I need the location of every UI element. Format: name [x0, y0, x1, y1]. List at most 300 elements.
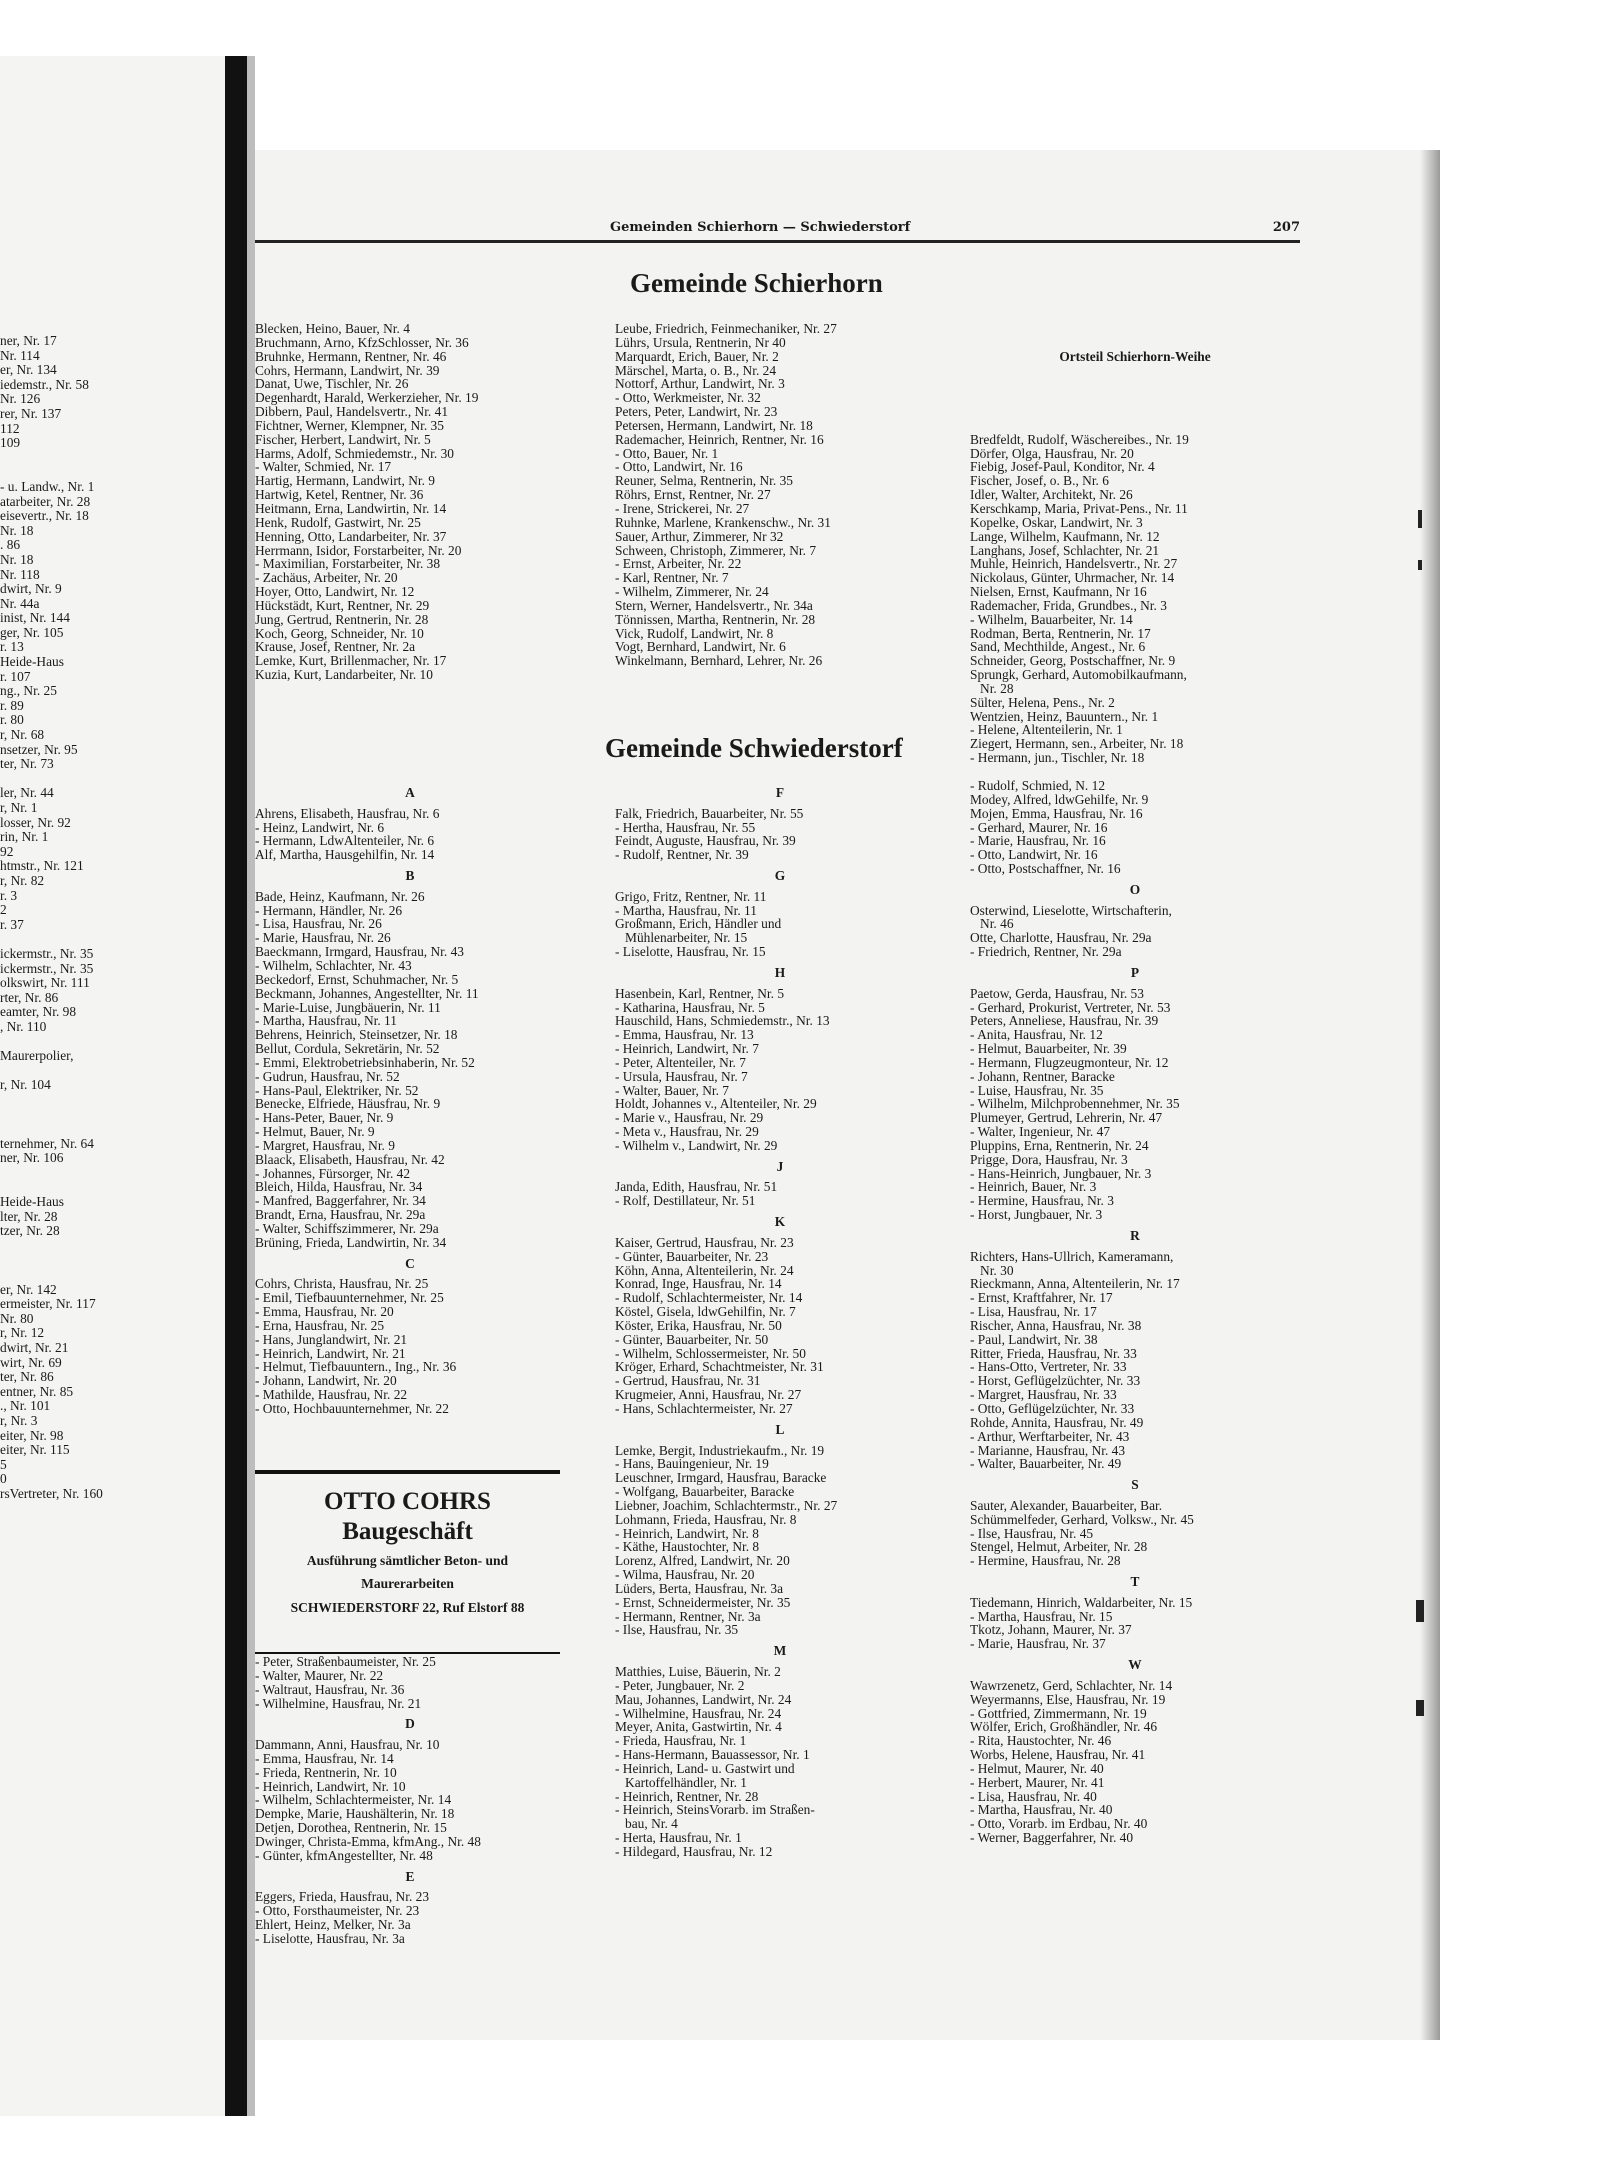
directory-entry: - Ilse, Hausfrau, Nr. 35 [615, 1622, 739, 1638]
directory-entry: - Martha, Hausfrau, Nr. 15 [970, 1608, 1113, 1624]
blank-line [0, 1035, 224, 1050]
directory-entry: - Ernst, Arbeiter, Nr. 22 [615, 556, 742, 572]
directory-entry: - Arthur, Werftarbeiter, Nr. 43 [970, 1428, 1130, 1444]
directory-entry: Bellut, Cordula, Sekretärin, Nr. 52 [255, 1041, 440, 1057]
directory-entry: r. 89 [0, 698, 24, 713]
directory-entry: Ruhnke, Marlene, Krankenschw., Nr. 31 [615, 514, 831, 530]
directory-entry: Tiedemann, Hinrich, Waldarbeiter, Nr. 15 [970, 1594, 1193, 1610]
directory-entry: Kopelke, Oskar, Landwirt, Nr. 3 [970, 514, 1143, 530]
directory-entry: - Lisa, Hausfrau, Nr. 40 [970, 1788, 1097, 1804]
directory-entry: - Wilhelm, Milchprobennehmer, Nr. 35 [970, 1096, 1180, 1112]
directory-entry: - Hermann, Flugzeugmonteur, Nr. 12 [970, 1054, 1169, 1070]
directory-entry: Lemke, Bergit, Industriekaufm., Nr. 19 [615, 1442, 825, 1458]
directory-entry: Peters, Peter, Landwirt, Nr. 23 [615, 404, 778, 420]
directory-entry: - Otto, Werkmeister, Nr. 32 [615, 390, 761, 406]
directory-entry: Hoyer, Otto, Landwirt, Nr. 12 [255, 584, 415, 600]
directory-entry: - Walter, Schiffszimmerer, Nr. 29a [255, 1221, 439, 1236]
directory-entry: - Otto, Vorarb. im Erdbau, Nr. 40 [970, 1816, 1148, 1832]
blank-line [0, 1180, 224, 1195]
directory-entry: Nielsen, Ernst, Kaufmann, Nr 16 [970, 584, 1147, 600]
directory-entry: Ahrens, Elisabeth, Hausfrau, Nr. 6 [255, 805, 440, 821]
directory-entry: Fichtner, Werner, Klempner, Nr. 35 [255, 417, 444, 433]
letter-heading: P [1130, 964, 1140, 980]
letter-heading: W [1128, 1657, 1142, 1673]
directory-entry: - Ursula, Hausfrau, Nr. 7 [615, 1068, 748, 1084]
directory-entry: r. 13 [0, 640, 24, 655]
directory-entry: Köstel, Gisela, ldwGehilfin, Nr. 7 [615, 1304, 796, 1320]
directory-entry: - Hans-Hermann, Bauassessor, Nr. 1 [615, 1747, 810, 1763]
directory-entry: Baeckmann, Irmgard, Hausfrau, Nr. 43 [255, 944, 464, 960]
directory-entry: - Emma, Hausfrau, Nr. 20 [255, 1304, 394, 1320]
directory-entry: Rodman, Berta, Rentnerin, Nr. 17 [970, 625, 1151, 641]
directory-entry: Bredfeldt, Rudolf, Wäschereibes., Nr. 19 [970, 431, 1189, 447]
directory-entry: Danat, Uwe, Tischler, Nr. 26 [255, 376, 409, 392]
directory-entry: Köster, Erika, Hausfrau, Nr. 50 [615, 1317, 782, 1333]
directory-entry: - Rudolf, Rentner, Nr. 39 [615, 847, 749, 863]
directory-entry: Cohrs, Christa, Hausfrau, Nr. 25 [255, 1276, 429, 1292]
directory-entry: - Lisa, Hausfrau, Nr. 17 [970, 1304, 1097, 1320]
directory-entry: Nr. 126 [0, 392, 41, 407]
directory-entry: - Heinrich, Landwirt, Nr. 21 [255, 1345, 406, 1361]
directory-entry: - Wilhelm, Schlachtermeister, Nr. 14 [255, 1792, 452, 1808]
directory-entry: Beckmann, Johannes, Angestellter, Nr. 11 [255, 985, 479, 1001]
directory-entry: - Heinrich, Landwirt, Nr. 7 [615, 1041, 759, 1057]
directory-entry: - Wilhelm, Bauarbeiter, Nr. 14 [970, 611, 1133, 627]
directory-entry: - u. Landw., Nr. 1 [0, 479, 95, 494]
schwiederstorf-column-1 [255, 779, 565, 1416]
directory-entry: - Peter, Altenteiler, Nr. 7 [615, 1054, 746, 1070]
section-title-schierhorn: Gemeinde Schierhorn [630, 268, 883, 298]
directory-entry: Hartig, Hermann, Landwirt, Nr. 9 [255, 473, 435, 489]
directory-entry: Degenhardt, Harald, Werkerzieher, Nr. 19 [255, 390, 479, 406]
directory-entry: Nottorf, Arthur, Landwirt, Nr. 3 [615, 376, 785, 392]
directory-entry: - Gottfried, Zimmermann, Nr. 19 [970, 1705, 1147, 1721]
directory-entry: Schümmelfeder, Gerhard, Volksw., Nr. 45 [970, 1511, 1194, 1527]
directory-entry: Wawrzenetz, Gerd, Schlachter, Nr. 14 [970, 1677, 1173, 1693]
directory-entry: Winkelmann, Bernhard, Lehrer, Nr. 26 [615, 653, 823, 669]
directory-entry: - Otto, Landwirt, Nr. 16 [970, 847, 1098, 863]
directory-entry: Lemke, Kurt, Brillenmacher, Nr. 17 [255, 653, 447, 669]
directory-entry: - Martha, Hausfrau, Nr. 11 [615, 902, 757, 918]
directory-entry: Dibbern, Paul, Handelsvertr., Nr. 41 [255, 404, 449, 420]
directory-entry: Schween, Christoph, Zimmerer, Nr. 7 [615, 542, 817, 558]
directory-entry: htmstr., Nr. 121 [0, 859, 84, 874]
directory-entry: Paetow, Gerda, Hausfrau, Nr. 53 [970, 985, 1144, 1001]
letter-heading: D [405, 1716, 415, 1732]
directory-entry: - Peter, Straßenbaumeister, Nr. 25 [255, 1654, 436, 1669]
directory-entry: ter, Nr. 73 [0, 757, 54, 772]
directory-entry: - Hans, Bauingenieur, Nr. 19 [615, 1456, 769, 1472]
directory-entry: - Marie, Hausfrau, Nr. 37 [970, 1636, 1106, 1652]
blank-line [0, 1093, 224, 1108]
directory-entry: er, Nr. 142 [0, 1282, 57, 1297]
directory-entry: Heide-Haus [0, 1195, 64, 1210]
directory-entry: eisevertr., Nr. 18 [0, 509, 89, 524]
directory-entry: Peters, Anneliese, Hausfrau, Nr. 39 [970, 1013, 1159, 1029]
directory-entry: - Erna, Hausfrau, Nr. 25 [255, 1317, 385, 1333]
directory-entry: Hückstädt, Kurt, Rentner, Nr. 29 [255, 597, 430, 613]
directory-entry: - Heinrich, Landwirt, Nr. 8 [615, 1525, 759, 1541]
directory-entry: Nr. 18 [0, 552, 34, 567]
directory-entry: - Hertha, Hausfrau, Nr. 55 [615, 819, 756, 835]
directory-entry: r, Nr. 3 [0, 1413, 38, 1428]
directory-entry: Kuzia, Kurt, Landarbeiter, Nr. 10 [255, 667, 433, 683]
directory-entry: - Gerhard, Prokurist, Vertreter, Nr. 53 [970, 999, 1171, 1015]
directory-entry: - Helmut, Bauarbeiter, Nr. 39 [970, 1041, 1127, 1057]
directory-entry: rsVertreter, Nr. 160 [0, 1486, 103, 1501]
directory-entry: Hartwig, Ketel, Rentner, Nr. 36 [255, 487, 424, 503]
directory-entry: - Günter, Bauarbeiter, Nr. 23 [615, 1248, 769, 1264]
directory-entry: Alf, Martha, Hausgehilfin, Nr. 14 [255, 847, 435, 863]
directory-entry: - Hermine, Hausfrau, Nr. 3 [970, 1193, 1114, 1209]
blank-line [0, 1122, 224, 1137]
directory-entry: - Otto, Landwirt, Nr. 16 [615, 459, 743, 475]
letter-heading: R [1130, 1228, 1140, 1243]
directory-entry: - Heinrich, SteinsVorarb. im Straßen- [615, 1802, 815, 1818]
directory-entry: Leuschner, Irmgard, Hausfrau, Baracke [615, 1470, 827, 1486]
letter-heading: B [405, 868, 415, 884]
margin-mark [1416, 1700, 1424, 1716]
directory-entry: Konrad, Inge, Hausfrau, Nr. 14 [615, 1276, 782, 1292]
blank-line [0, 451, 224, 466]
directory-entry: Holdt, Johannes v., Altenteiler, Nr. 29 [615, 1096, 817, 1112]
directory-entry: - Otto, Bauer, Nr. 1 [615, 445, 719, 461]
blank-line [0, 1268, 224, 1283]
directory-entry: - Hermann, jun., Tischler, Nr. 18 [970, 750, 1145, 766]
directory-entry: Eggers, Frieda, Hausfrau, Nr. 23 [255, 1889, 430, 1905]
directory-entry: Blaack, Elisabeth, Hausfrau, Nr. 42 [255, 1151, 445, 1167]
directory-entry: Fischer, Herbert, Landwirt, Nr. 5 [255, 431, 431, 447]
directory-entry: 112 [0, 421, 20, 436]
directory-entry: - Günter, Bauarbeiter, Nr. 50 [615, 1331, 769, 1347]
directory-entry: - Irene, Strickerei, Nr. 27 [615, 500, 750, 516]
directory-entry: - Margret, Hausfrau, Nr. 33 [970, 1387, 1117, 1403]
letter-heading: O [1129, 881, 1141, 897]
directory-entry: ternehmer, Nr. 64 [0, 1136, 94, 1151]
directory-entry: - Hans, Junglandwirt, Nr. 21 [255, 1331, 408, 1347]
directory-entry: Hasenbein, Karl, Rentner, Nr. 5 [615, 985, 785, 1001]
directory-entry: - Hans-Otto, Vertreter, Nr. 33 [970, 1359, 1127, 1375]
blank-line [0, 1064, 224, 1079]
directory-entry: - Manfred, Baggerfahrer, Nr. 34 [255, 1193, 426, 1209]
directory-entry: - Horst, Jungbauer, Nr. 3 [970, 1207, 1103, 1223]
directory-entry: Idler, Walter, Architekt, Nr. 26 [970, 487, 1133, 503]
directory-entry: Worbs, Helene, Hausfrau, Nr. 41 [970, 1747, 1146, 1763]
directory-entry: Kerschkamp, Maria, Privat-Pens., Nr. 11 [970, 500, 1188, 516]
directory-entry: lter, Nr. 28 [0, 1209, 58, 1224]
directory-entry: Stern, Werner, Handelsvertr., Nr. 34a [615, 597, 813, 613]
directory-entry: - Werner, Baggerfahrer, Nr. 40 [970, 1830, 1134, 1846]
directory-entry: Otte, Charlotte, Hausfrau, Nr. 29a [970, 930, 1152, 946]
directory-entry: Grigo, Fritz, Rentner, Nr. 11 [615, 888, 767, 904]
directory-entry: Krugmeier, Anni, Hausfrau, Nr. 27 [615, 1387, 802, 1403]
directory-entry: - Mathilde, Hausfrau, Nr. 22 [255, 1387, 408, 1403]
blank-line [0, 1253, 224, 1268]
directory-entry: - Marianne, Hausfrau, Nr. 43 [970, 1442, 1126, 1458]
directory-entry: Modey, Alfred, ldwGehilfe, Nr. 9 [970, 791, 1149, 807]
directory-entry: - Friedrich, Rentner, Nr. 29a [970, 944, 1122, 960]
margin-mark [1416, 1600, 1424, 1622]
directory-entry: - Gudrun, Hausfrau, Nr. 52 [255, 1068, 400, 1084]
directory-entry: Mojen, Emma, Hausfrau, Nr. 16 [970, 805, 1143, 821]
directory-entry: Bade, Heinz, Kaufmann, Nr. 26 [255, 888, 425, 904]
directory-entry: Krause, Josef, Rentner, Nr. 2a [255, 639, 416, 655]
directory-entry: - Helmut, Bauer, Nr. 9 [255, 1124, 375, 1140]
directory-entry: Lührs, Ursula, Rentnerin, Nr 40 [615, 334, 786, 350]
directory-entry: Mau, Johannes, Landwirt, Nr. 24 [615, 1691, 792, 1707]
directory-entry: - Heinz, Landwirt, Nr. 6 [255, 819, 385, 835]
directory-entry: - Karl, Rentner, Nr. 7 [615, 570, 729, 586]
letter-heading: E [405, 1868, 415, 1884]
schierhorn-column-1 [255, 322, 478, 682]
ortsteil-title: Ortsteil Schierhorn-Weihe [1059, 348, 1211, 364]
directory-entry: Ziegert, Hermann, sen., Arbeiter, Nr. 18 [970, 736, 1184, 752]
directory-entry: - Hermann, Händler, Nr. 26 [255, 902, 403, 918]
directory-entry: Sprungk, Gerhard, Automobilkaufmann, [970, 667, 1187, 683]
directory-entry: r. 107 [0, 669, 31, 684]
directory-entry: Rischer, Anna, Hausfrau, Nr. 38 [970, 1317, 1142, 1333]
directory-entry: Dörfer, Olga, Hausfrau, Nr. 20 [970, 445, 1134, 461]
directory-entry: - Wilhelm, Schlossermeister, Nr. 50 [615, 1345, 806, 1361]
directory-entry: Sand, Mechthilde, Angest., Nr. 6 [970, 639, 1146, 655]
directory-entry: - Ernst, Schneidermeister, Nr. 35 [615, 1594, 791, 1610]
directory-entry: - Liselotte, Hausfrau, Nr. 3a [255, 1930, 405, 1946]
book-gutter [225, 56, 247, 2116]
directory-entry: Janda, Edith, Hausfrau, Nr. 51 [615, 1179, 778, 1195]
directory-entry: - Walter, Schmied, Nr. 17 [255, 459, 392, 475]
directory-entry: 109 [0, 436, 21, 451]
directory-entry: Ehlert, Heinz, Melker, Nr. 3a [255, 1917, 411, 1933]
directory-entry: Heitmann, Erna, Landwirtin, Nr. 14 [255, 500, 447, 516]
directory-entry: - Walter, Bauarbeiter, Nr. 49 [970, 1456, 1122, 1472]
directory-entry: - Wilhelm, Schlachter, Nr. 43 [255, 957, 412, 973]
directory-entry: - Otto, Postschaffner, Nr. 16 [970, 861, 1121, 877]
directory-entry: r, Nr. 104 [0, 1078, 51, 1093]
directory-entry: Nr. 30 [970, 1262, 1014, 1278]
directory-entry: Henning, Otto, Landarbeiter, Nr. 37 [255, 528, 447, 544]
directory-entry: Nickolaus, Günter, Uhrmacher, Nr. 14 [970, 570, 1175, 586]
directory-entry: - Hans-Heinrich, Jungbauer, Nr. 3 [970, 1165, 1152, 1181]
directory-entry: - Margret, Hausfrau, Nr. 9 [255, 1137, 395, 1153]
directory-entry: wirt, Nr. 69 [0, 1355, 62, 1370]
schwiederstorf-column-1-continued [255, 1655, 565, 1946]
directory-entry: - Marie, Hausfrau, Nr. 26 [255, 930, 391, 946]
directory-entry: Plumeyer, Gertrud, Lehrerin, Nr. 47 [970, 1110, 1163, 1126]
directory-entry: 2 [0, 903, 7, 918]
directory-entry: dwirt, Nr. 21 [0, 1340, 69, 1355]
directory-entry: Nr. 28 [970, 680, 1014, 696]
blank-line [0, 1239, 224, 1254]
directory-entry: - Hermann, LdwAltenteiler, Nr. 6 [255, 833, 435, 849]
directory-entry: Tkotz, Johann, Maurer, Nr. 37 [970, 1622, 1132, 1638]
directory-entry: - Otto, Geflügelzüchter, Nr. 33 [970, 1400, 1135, 1416]
blank-line [0, 932, 224, 947]
directory-entry: Fischer, Josef, o. B., Nr. 6 [970, 473, 1109, 489]
blank-line [0, 1166, 224, 1181]
directory-entry: - Peter, Jungbauer, Nr. 2 [615, 1677, 745, 1693]
margin-mark [1418, 510, 1422, 528]
directory-entry: Bruhnke, Hermann, Rentner, Nr. 46 [255, 348, 447, 364]
directory-entry: - Wolfgang, Bauarbeiter, Baracke [615, 1484, 795, 1500]
directory-entry: Wentzien, Heinz, Bauuntern., Nr. 1 [970, 708, 1159, 724]
directory-entry: Langhans, Josef, Schlachter, Nr. 21 [970, 542, 1160, 558]
directory-entry: Brandt, Erna, Hausfrau, Nr. 29a [255, 1207, 426, 1223]
directory-entry: Rieckmann, Anna, Altenteilerin, Nr. 17 [970, 1276, 1180, 1292]
directory-entry: - Ilse, Hausfrau, Nr. 45 [970, 1525, 1094, 1541]
letter-heading: G [774, 868, 786, 884]
directory-entry: entner, Nr. 85 [0, 1384, 74, 1399]
directory-entry: Richters, Hans-Ullrich, Kameramann, [970, 1248, 1174, 1264]
ad-company-type: Baugeschäft [342, 1518, 473, 1545]
directory-entry: Cohrs, Hermann, Landwirt, Nr. 39 [255, 362, 440, 378]
directory-entry: - Wilhelm, Zimmerer, Nr. 24 [615, 584, 769, 600]
directory-entry: - Walter, Maurer, Nr. 22 [255, 1667, 384, 1683]
directory-entry: - Hermann, Rentner, Nr. 3a [615, 1608, 761, 1624]
directory-entry: Schneider, Georg, Postschaffner, Nr. 9 [970, 653, 1176, 669]
directory-entry: - Marie-Luise, Jungbäuerin, Nr. 11 [255, 999, 441, 1015]
directory-entry: - Frieda, Hausfrau, Nr. 1 [615, 1733, 747, 1749]
directory-entry: ger, Nr. 105 [0, 625, 64, 640]
ad-service-line-2: Maurerarbeiten [361, 1576, 454, 1591]
directory-entry: Koch, Georg, Schneider, Nr. 10 [255, 625, 424, 641]
directory-entry: Kröger, Erhard, Schachtmeister, Nr. 31 [615, 1359, 824, 1375]
schwiederstorf-column-2 [615, 779, 945, 1859]
directory-entry: iedemstr., Nr. 58 [0, 377, 89, 392]
directory-entry: - Heinrich, Rentner, Nr. 28 [615, 1788, 759, 1804]
directory-entry: ler, Nr. 44 [0, 786, 54, 801]
directory-entry: - Zachäus, Arbeiter, Nr. 20 [255, 570, 398, 586]
schwiederstorf-column-3 [970, 779, 1300, 1845]
directory-entry: - Gerhard, Maurer, Nr. 16 [970, 819, 1108, 835]
ad-contact: SCHWIEDERSTORF 22, Ruf Elstorf 88 [290, 1600, 525, 1615]
directory-entry: - Marie, Hausfrau, Nr. 16 [970, 833, 1106, 849]
directory-entry: - Hans-Paul, Elektriker, Nr. 52 [255, 1082, 419, 1098]
directory-entry: Meyer, Anita, Gastwirtin, Nr. 4 [615, 1719, 782, 1735]
directory-entry: - Paul, Landwirt, Nr. 38 [970, 1331, 1098, 1347]
directory-entry: Reuner, Selma, Rentnerin, Nr. 35 [615, 473, 793, 489]
directory-entry: Kartoffelhändler, Nr. 1 [615, 1774, 747, 1790]
directory-entry: Ritter, Frieda, Hausfrau, Nr. 33 [970, 1345, 1137, 1361]
letter-heading: J [776, 1158, 784, 1174]
ad-company-name: OTTO COHRS [324, 1488, 491, 1515]
directory-entry: - Horst, Geflügelzüchter, Nr. 33 [970, 1373, 1141, 1389]
directory-entry: - Martha, Hausfrau, Nr. 11 [255, 1013, 397, 1029]
directory-entry: - Wilhelm v., Landwirt, Nr. 29 [615, 1137, 778, 1153]
directory-entry: eiter, Nr. 115 [0, 1443, 70, 1458]
directory-entry: - Anita, Hausfrau, Nr. 12 [970, 1027, 1103, 1043]
directory-entry: Nr. 118 [0, 567, 40, 582]
directory-entry: Mühlenarbeiter, Nr. 15 [615, 930, 748, 946]
letter-heading: M [773, 1643, 787, 1659]
directory-entry: r. 37 [0, 917, 24, 932]
letter-heading: T [1130, 1574, 1140, 1590]
directory-entry: eiter, Nr. 98 [0, 1428, 64, 1443]
directory-entry: Pluppins, Erna, Rentnerin, Nr. 24 [970, 1137, 1149, 1153]
directory-entry: 0 [0, 1472, 7, 1487]
directory-entry: Falk, Friedrich, Bauarbeiter, Nr. 55 [615, 805, 804, 821]
directory-entry: - Maximilian, Forstarbeiter, Nr. 38 [255, 556, 441, 572]
directory-entry: r. 80 [0, 713, 24, 728]
letter-heading: F [775, 785, 785, 800]
directory-entry: eamter, Nr. 98 [0, 1005, 77, 1020]
directory-entry: - Käthe, Haustochter, Nr. 8 [615, 1539, 760, 1555]
left-page-text [0, 334, 224, 1502]
directory-entry: - Liselotte, Hausfrau, Nr. 15 [615, 944, 766, 960]
directory-entry: ., Nr. 101 [0, 1399, 51, 1414]
directory-entry: r, Nr. 1 [0, 801, 38, 815]
directory-entry: , Nr. 110 [0, 1019, 47, 1034]
directory-entry: Märschel, Marta, o. B., Nr. 24 [615, 362, 777, 378]
directory-entry: - Hans, Schlachtermeister, Nr. 27 [615, 1400, 793, 1416]
directory-entry: 92 [0, 844, 14, 859]
directory-entry: Lüders, Berta, Hausfrau, Nr. 3a [615, 1580, 784, 1596]
letter-heading: K [774, 1214, 786, 1230]
directory-entry: Marquardt, Erich, Bauer, Nr. 2 [615, 348, 779, 364]
directory-entry: ner, Nr. 17 [0, 334, 57, 348]
directory-entry: - Ernst, Kraftfahrer, Nr. 17 [970, 1290, 1113, 1306]
directory-entry: Sülter, Helena, Pens., Nr. 2 [970, 694, 1115, 710]
directory-entry: Weyermanns, Else, Hausfrau, Nr. 19 [970, 1691, 1166, 1707]
directory-entry: ickermstr., Nr. 35 [0, 961, 94, 976]
directory-entry: Feindt, Auguste, Hausfrau, Nr. 39 [615, 833, 796, 849]
running-header-title: Gemeinden Schierhorn — Schwiederstorf [610, 220, 911, 235]
directory-entry: - Johann, Landwirt, Nr. 20 [255, 1373, 397, 1389]
directory-entry: Heide-Haus [0, 655, 64, 670]
directory-entry: - Wilma, Hausfrau, Nr. 20 [615, 1567, 755, 1583]
directory-entry: - Walter, Bauer, Nr. 7 [615, 1082, 729, 1098]
directory-entry: Brüning, Frieda, Landwirtin, Nr. 34 [255, 1234, 447, 1250]
directory-entry: Behrens, Heinrich, Steinsetzer, Nr. 18 [255, 1027, 458, 1043]
directory-entry: ermeister, Nr. 117 [0, 1297, 96, 1312]
header-rule [255, 240, 1300, 243]
directory-entry: rer, Nr. 137 [0, 406, 62, 421]
directory-entry: - Frieda, Rentnerin, Nr. 10 [255, 1764, 397, 1780]
directory-entry: - Gertrud, Hausfrau, Nr. 31 [615, 1373, 761, 1389]
directory-entry: - Otto, Forsthaumeister, Nr. 23 [255, 1903, 420, 1919]
directory-entry: - Johannes, Fürsorger, Nr. 42 [255, 1165, 411, 1181]
directory-entry: - Luise, Hausfrau, Nr. 35 [970, 1082, 1104, 1098]
running-header [255, 220, 1300, 238]
page-number: 207 [1272, 220, 1300, 235]
letter-heading: C [405, 1255, 415, 1271]
schierhorn-column-2 [615, 322, 837, 668]
directory-entry: - Wilhelmine, Hausfrau, Nr. 24 [615, 1705, 782, 1721]
directory-entry: losser, Nr. 92 [0, 815, 71, 830]
letter-heading: H [774, 964, 786, 980]
directory-entry: rin, Nr. 1 [0, 830, 49, 845]
directory-entry: Fiebig, Josef-Paul, Konditor, Nr. 4 [970, 459, 1155, 475]
directory-entry: - Rudolf, Schmied, N. 12 [970, 778, 1106, 793]
directory-entry: - Rudolf, Schlachtermeister, Nr. 14 [615, 1290, 803, 1306]
directory-entry: Rademacher, Frida, Grundbes., Nr. 3 [970, 597, 1167, 613]
directory-entry: Köhn, Anna, Altenteilerin, Nr. 24 [615, 1262, 794, 1278]
page-edge-shadow [1420, 150, 1440, 2040]
directory-entry: Bruchmann, Arno, KfzSchlosser, Nr. 36 [255, 334, 469, 350]
directory-entry: Blecken, Heino, Bauer, Nr. 4 [255, 321, 410, 336]
directory-entry: Stengel, Helmut, Arbeiter, Nr. 28 [970, 1539, 1148, 1555]
directory-entry: - Helene, Altenteilerin, Nr. 1 [970, 722, 1123, 738]
directory-entry: Lorenz, Alfred, Landwirt, Nr. 20 [615, 1553, 790, 1569]
directory-entry: Kaiser, Gertrud, Hausfrau, Nr. 23 [615, 1234, 794, 1250]
directory-entry: Wölfer, Erich, Großhändler, Nr. 46 [970, 1719, 1158, 1735]
directory-entry: atarbeiter, Nr. 28 [0, 494, 91, 509]
directory-entry: Matthies, Luise, Bäuerin, Nr. 2 [615, 1664, 781, 1679]
directory-entry: - Martha, Hausfrau, Nr. 40 [970, 1802, 1113, 1818]
directory-entry: rter, Nr. 86 [0, 990, 59, 1005]
directory-entry: Detjen, Dorothea, Rentnerin, Nr. 15 [255, 1820, 447, 1836]
directory-entry: Vogt, Bernhard, Landwirt, Nr. 6 [615, 639, 786, 655]
directory-entry: - Wilhelmine, Hausfrau, Nr. 21 [255, 1695, 422, 1711]
